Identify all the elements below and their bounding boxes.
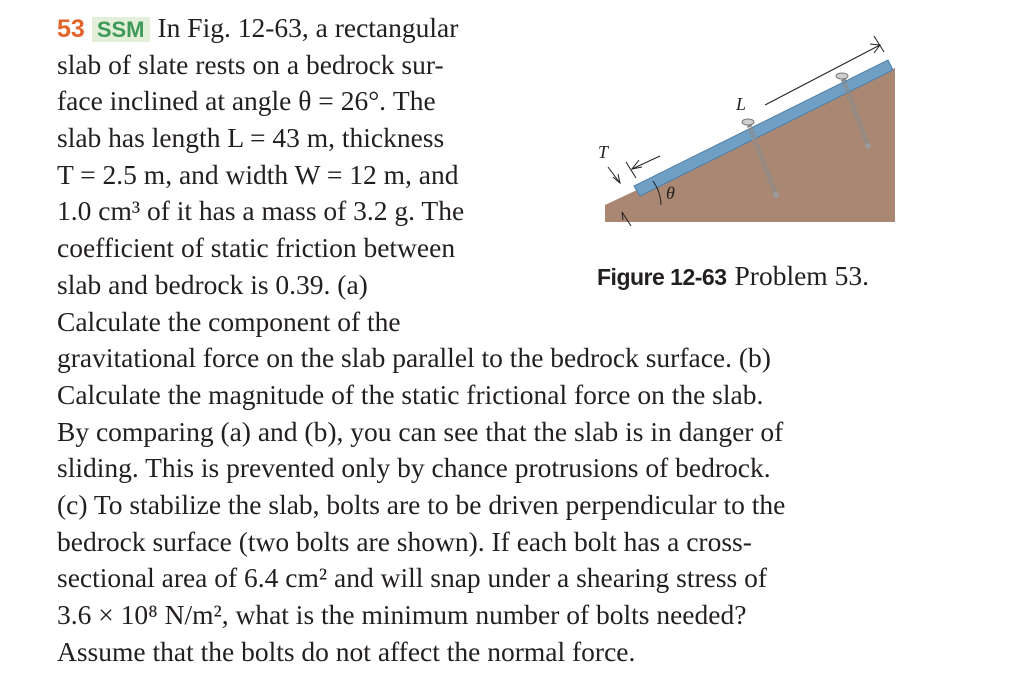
problem-text: gravitational force on the slab parallel to the bedrock surface. (b) [57,342,771,374]
problem-text: Assume that the bolts do not affect the normal force. [57,635,636,667]
problem-text: coefficient of static friction between [57,232,456,264]
problem-text: By comparing (a) and (b), you can see that the slab is in danger of [57,415,784,447]
problem-line-17 [57,597,915,634]
problem-line-4 [57,120,533,157]
figure-caption-text: Problem 53. [734,260,869,291]
problem-line-5 [57,157,533,194]
problem-line-16 [57,560,915,597]
problem-line-14 [57,487,915,524]
problem-text: Calculate the magnitude of the static frictional force on the slab. [57,378,764,410]
problem-text: face inclined at angle θ = 26°. The [57,85,436,117]
angle-label: θ [666,183,675,203]
problem-line-3 [57,83,533,120]
problem-text: (c) To stabilize the slab, bolts are to be driven perpendicular to the [57,488,786,520]
problem-text: In Fig. 12-63, a rectangular [157,12,459,43]
problem-text: slab has length L = 43 m, thickness [57,122,445,154]
problem-line-15 [57,524,915,561]
length-label: L [736,94,747,114]
problem-text: slab of slate rests on a bedrock sur- [57,48,444,80]
problem-text: sliding. This is prevented only by chance protrusions of bedrock. [57,452,771,484]
problem-line-8 [57,267,533,304]
figure-caption-label: Figure 12-63 [597,264,727,290]
problem-text: sectional area of 6.4 cm² and will snap under a shearing stress of [57,562,768,594]
problem-line-2 [57,47,533,84]
problem-line-7 [57,230,533,267]
ssm-badge: SSM [92,17,150,42]
figure-caption [597,260,869,292]
problem-text: slab and bedrock is 0.39. (a) [57,268,368,300]
thickness-label: T [598,142,609,162]
problem-line-6 [57,193,533,230]
problem-line-9 [57,304,533,341]
slab-on-incline-figure [585,30,895,250]
problem-text: Calculate the component of the [57,305,401,337]
problem-line-13 [57,450,915,487]
problem-line-10 [57,340,915,377]
problem-text: bedrock surface (two bolts are shown). If each bolt has a cross- [57,525,752,557]
problem-line-18 [57,634,917,671]
problem-text: 1.0 cm³ of it has a mass of 3.2 g. The [57,195,465,227]
problem-number: 53 [57,15,85,43]
problem-line-12 [57,414,915,451]
problem-text: T = 2.5 m, and width W = 12 m, and [57,158,459,190]
problem-line-11 [57,377,915,414]
problem-text: 3.6 × 10⁸ N/m², what is the minimum number of bolts needed? [57,599,747,630]
